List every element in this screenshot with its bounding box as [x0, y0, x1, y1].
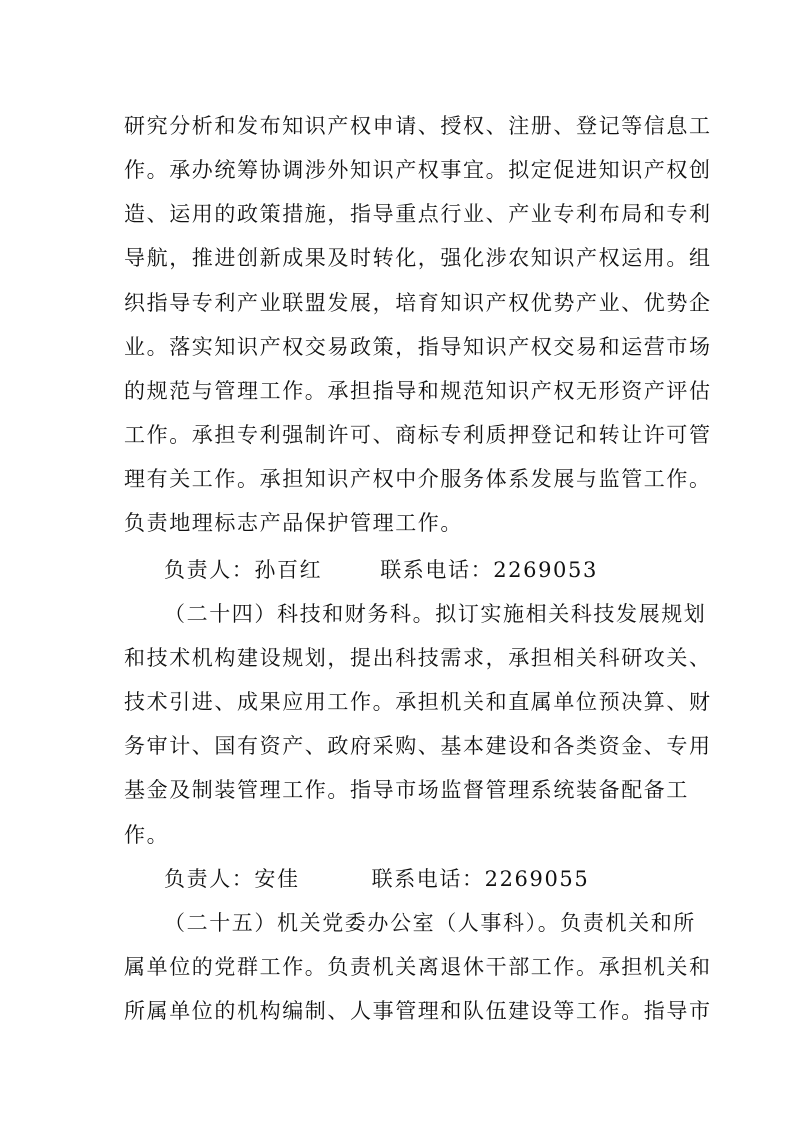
paragraph-line: 工作。承担专利强制许可、商标专利质押登记和转让许可管 — [124, 423, 712, 447]
paragraph-line: 研究分析和发布知识产权申请、授权、注册、登记等信息工 — [124, 114, 712, 138]
contact-line — [164, 866, 589, 892]
paragraph-line: 所属单位的机构编制、人事管理和队伍建设等工作。指导市 — [124, 999, 712, 1023]
contact-person: 负责人：孙百红 — [164, 558, 323, 582]
paragraph-line: 造、运用的政策措施，指导重点行业、产业专利布局和专利 — [124, 202, 712, 226]
paragraph-line: 和技术机构建设规划，提出科技需求，承担相关科研攻关、 — [124, 646, 712, 670]
paragraph-line: 负责地理标志产品保护管理工作。 — [124, 511, 463, 535]
paragraph-line: 导航，推进创新成果及时转化，强化涉农知识产权运用。组 — [124, 246, 712, 270]
contact-person: 负责人：安佳 — [164, 867, 300, 891]
paragraph-line: 作。承办统筹协调涉外知识产权事宜。拟定促进知识产权创 — [124, 158, 712, 182]
paragraph-line: 属单位的党群工作。负责机关离退休干部工作。承担机关和 — [124, 955, 712, 979]
contact-phone: 联系电话：2269053 — [380, 558, 598, 582]
contact-line — [164, 557, 598, 583]
paragraph-line: 业。落实知识产权交易政策，指导知识产权交易和运营市场 — [124, 335, 712, 359]
paragraph-line: （二十五）机关党委办公室（人事科）。负责机关和所 — [164, 911, 696, 935]
paragraph-line: 织指导专利产业联盟发展，培育知识产权优势产业、优势企 — [124, 291, 712, 315]
contact-phone: 联系电话：2269055 — [371, 867, 590, 891]
paragraph-line: 基金及制装管理工作。指导市场监督管理系统装备配备工 — [124, 778, 689, 802]
paragraph-line: （二十四）科技和财务科。拟订实施相关科技发展规划 — [164, 602, 707, 626]
paragraph-line: 理有关工作。承担知识产权中介服务体系发展与监管工作。 — [124, 467, 712, 491]
paragraph-line: 技术引进、成果应用工作。承担机关和直属单位预决算、财 — [124, 690, 712, 714]
paragraph-line: 务审计、国有资产、政府采购、基本建设和各类资金、专用 — [124, 734, 712, 758]
paragraph-line: 的规范与管理工作。承担指导和规范知识产权无形资产评估 — [124, 379, 712, 403]
paragraph-line: 作。 — [124, 823, 170, 847]
